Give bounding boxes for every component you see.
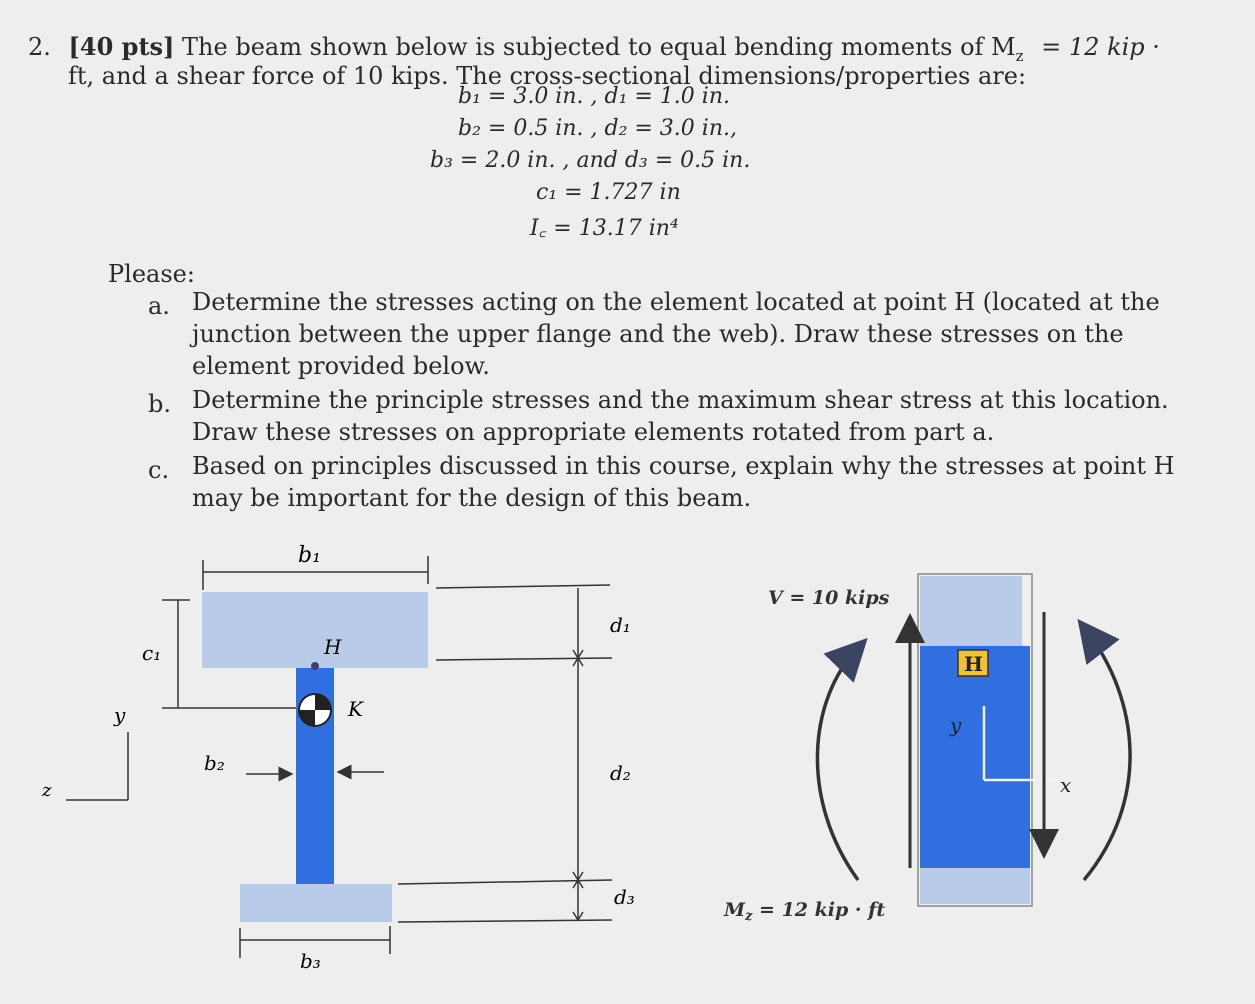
c1-label: c₁ [142,641,162,665]
problem-points: [40 pts] [68,32,175,61]
element-web [920,646,1030,868]
bottom-flange [240,884,392,922]
cs-axis-z: z [42,780,52,801]
problem-number: 2. [28,33,51,61]
element-axis-y: y [950,713,962,737]
equation-line-3: b₃ = 2.0 in. , and d₃ = 0.5 in. [430,148,751,173]
part-a-line-1: Determine the stresses acting on the element located at point H (located at the [192,288,1160,316]
point-k-label: K [348,697,363,721]
shear-label: V = 10 kips [768,587,890,609]
part-b-line-2: Draw these stresses on appropriate elements rotated from part a. [192,418,995,446]
beam-element [723,574,1130,924]
equation-line-1: b₁ = 3.0 in. , d₁ = 1.0 in. [458,84,730,109]
equation-line-4: c₁ = 1.727 in [536,180,681,205]
d-dimensions [398,585,635,922]
element-top-flange [920,576,1022,646]
element-h-label: H [964,652,983,676]
problem-intro: The beam shown below is subjected to equal bending moments of M [182,33,1016,61]
part-b-line-1: Determine the principle stresses and the maximum shear stress at this location. [192,386,1169,414]
b1-dimension [203,543,428,590]
point-h-label: H [324,635,342,659]
d2-label: d₂ [610,761,631,785]
b3-label: b₃ [300,949,321,973]
part-a-line-3: element provided below. [192,352,490,380]
cs-axis-y: y [114,703,126,727]
equation-line-5: I꜀ = 13.17 in⁴ [530,216,679,241]
part-b-label: b. [148,390,171,418]
part-c-label: c. [148,456,170,484]
part-a-line-2: junction between the upper flange and the web). Draw these stresses on the [192,320,1124,348]
element-axis-x: x [1060,773,1072,797]
problem-intro-line-2: ft, and a shear force of 10 kips. The cross-sectional dimensions/properties are: [68,62,1027,90]
yz-axis-icon [41,703,128,801]
b1-label: b₁ [298,543,321,568]
part-c-line-2: may be important for the design of this beam. [192,484,752,512]
please-label: Please: [108,260,195,288]
b2-dimension [204,751,384,775]
moment-label: $M_z = 12$ kip · ft [724,899,886,924]
b2-label: b₂ [204,751,225,775]
b3-dimension [240,926,390,973]
d3-label: d₃ [614,885,635,909]
top-flange [202,592,428,668]
moment-left-arc [817,648,858,880]
centroid-icon [299,694,331,726]
part-c-line-1: Based on principles discussed in this course, explain why the stresses at point H [192,452,1175,480]
element-bottom-flange [920,868,1030,904]
point-h-dot [311,662,319,670]
d1-label: d₁ [610,613,631,637]
part-a-label: a. [148,292,170,320]
problem-intro-sub: z [1015,46,1024,65]
problem-intro-tail: = 12 kip · [1041,33,1160,61]
moment-right-arc [1084,630,1130,880]
equation-line-2: b₂ = 0.5 in. , d₂ = 3.0 in., [458,116,737,141]
